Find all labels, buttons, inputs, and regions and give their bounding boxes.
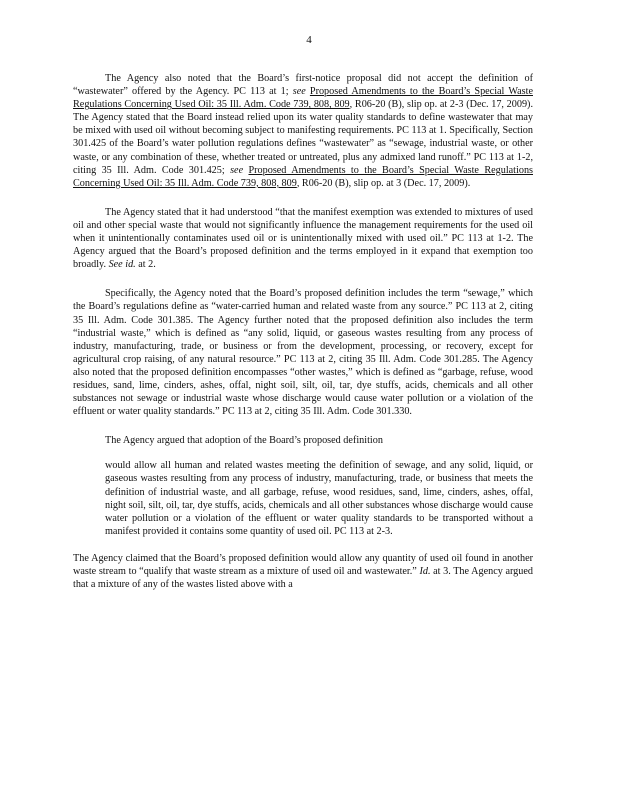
p2-text-1: The Agency stated that it had understood “that the manifest exemption was extended to mixtures of used oil and other special waste that would not significantly influence the management requirements for the used oil when it unintentionally contaminates used oil or is unintentionally mixed with used oil.” PC 113 at 1-2. The Agency argued that the Board’s proposed definition and the terms employed in it expand that exemption too broadly.: [73, 206, 533, 271]
p5-text-2: at 3. The Agency argued that a mixture of any of the wastes listed above with a: [73, 566, 533, 591]
id-signal: Id.: [419, 566, 431, 577]
paragraph-wastewater-definition: [73, 72, 533, 190]
paragraph-agency-claim: [73, 552, 533, 591]
p1-text-1: The Agency also noted that the Board’s first-notice proposal did not accept the definition of “wastewater” offered by the Agency. PC 113 at 1;: [73, 73, 533, 98]
page-number: 4: [306, 34, 312, 46]
p1-text-2: , R06-20 (B), slip op. at 2-3 (Dec. 17, 2009). The Agency stated that the Board instead relied upon its water quality standards to define wastewater that may be mixed with used oil without becoming subject to manifesting requirements. PC 113 at 1. Specifically, Section 301.425 of the Board’s water pollution regulations defines “wastewater” as “sewage, industrial waste, or other waste, or any combination of these, whether treated or untreated, plus any admixed land runoff.” PC 113 at 1-2, citing 35 Ill. Adm. Code 301.425;: [73, 99, 534, 176]
p1-text-3: , R06-20 (B), slip op. at 3 (Dec. 17, 2009).: [296, 177, 471, 189]
block-quote: would allow all human and related wastes meeting the definition of sewage, and any solid, liquid, or gaseous wastes resulting from any process of industry, manufacturing, trade, or business that meets the definition of industrial waste, and all garbage, refuse, wood residues, sand, lime, cinders, ashes, offal, night soil, silt, oil, tar, dye stuffs, acids, chemicals and all other substances whose discharge would cause water pollution or a violation of the effluent or water quality standards to be transported without a manifest provided it contains some quantity of used oil. PC 113 at 2-3.: [105, 460, 533, 537]
case-citation-2: Proposed Amendments to the Board’s Special Waste Regulations Concerning Used Oil: 35 Ill. Adm. Code 739, 808, 809: [73, 164, 533, 189]
p2-text-2: at 2.: [135, 259, 156, 271]
document-body: [73, 72, 533, 591]
case-citation-1: Proposed Amendments to the Board’s Special Waste Regulations Concerning Used Oil: 35 Ill. Adm. Code 739, 808, 809: [73, 86, 533, 111]
paragraph-sewage-definitions: Specifically, the Agency noted that the Board’s proposed definition includes the term “sewage,” which the Board’s regulations define as “water-carried human and related waste from any source.” PC 113 at 2, citing 35 Ill. Adm. Code 301.385. The Agency further noted that the proposed definition also includes the term “industrial waste,” which is defined as “any solid, liquid, or gaseous wastes resulting from any process of industry, manufacturing, trade, or business or from the development, processing, or recovery, except for agricultural crop raising, of any natural resource.” PC 113 at 2, citing 35 Ill. Adm. Code 301.285. The Agency also noted that the proposed definition encompasses “other wastes,” which is defined as “garbage, refuse, wood residues, sand, lime, cinders, ashes, offal, night soil, silt, oil, tar, dye stuffs, acids, chemicals and all other substances not sewage or industrial waste whose discharge would cause water pollution or a violation of the effluent or water quality standards.” PC 113 at 2, citing 35 Ill. Adm. Code 301.330.: [73, 288, 533, 418]
see-id-signal: See id.: [108, 259, 136, 271]
paragraph-argument-lead: The Agency argued that adoption of the Board’s proposed definition: [105, 435, 383, 447]
paragraph-manifest-exemption: [73, 206, 533, 271]
see-signal-1: see: [292, 86, 306, 98]
see-signal-2: see: [230, 164, 244, 176]
p5-text-1: The Agency claimed that the Board’s proposed definition would allow any quantity of used oil found in another waste stream to “qualify that waste stream as a mixture of used oil and wastewater.”: [73, 552, 533, 577]
